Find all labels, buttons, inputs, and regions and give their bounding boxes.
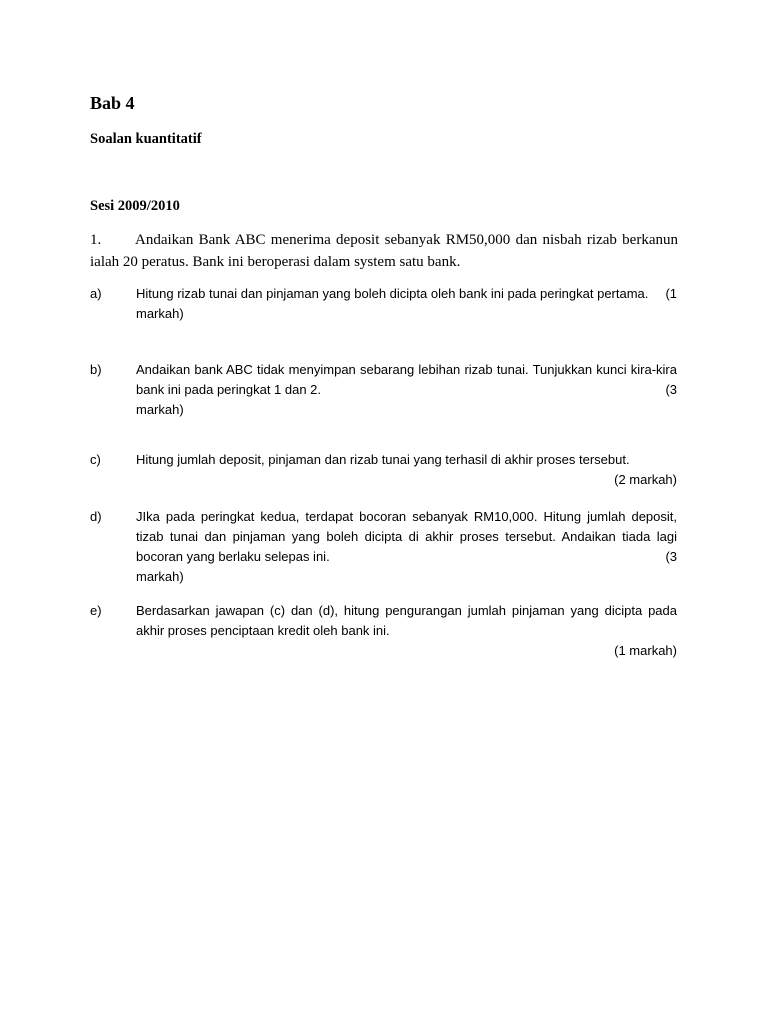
marks: (2 markah) [614,472,677,487]
part-letter: a) [90,286,102,301]
marks-open: (3 [665,382,677,397]
marks-close: markah) [136,569,184,584]
part-letter: d) [90,509,102,524]
question-intro [90,229,678,273]
session-heading: Sesi 2009/2010 [90,198,180,214]
part-body [136,284,677,324]
marks-close: markah) [136,402,184,417]
part-letter: b) [90,362,102,377]
question-text: Andaikan Bank ABC menerima deposit sebanyak RM50,000 dan nisbah rizab berkanun ialah 20 peratus. Bank ini beroperasi dalam system satu bank. [90,232,678,270]
part-text: Hitung jumlah deposit, pinjaman dan rizab tunai yang terhasil di akhir proses tersebut. [136,452,630,467]
part-body [136,360,677,420]
section-heading: Soalan kuantitatif [90,131,202,147]
marks-open: (1 [665,286,677,301]
marks-close: markah) [136,306,184,321]
marks: (1 markah) [614,643,677,658]
part-letter: e) [90,603,102,618]
part-letter: c) [90,452,101,467]
part-text: Berdasarkan jawapan (c) dan (d), hitung pengurangan jumlah pinjaman yang dicipta pada akhir proses penciptaan kredit oleh bank ini. [136,603,677,638]
part-text: JIka pada peringkat kedua, terdapat bocoran sebanyak RM10,000. Hitung jumlah deposit, tizab tunai dan pinjaman yang boleh dicipta di akhir proses tersebut. Andaikan tiada lagi bocoran yang berlaku selepas ini. [136,509,677,564]
question-number: 1. [90,232,102,248]
part-text: Andaikan bank ABC tidak menyimpan sebarang lebihan rizab tunai. Tunjukkan kunci kira-kira bank ini pada peringkat 1 dan 2. [136,362,677,397]
part-body [136,507,677,587]
part-body [136,450,677,490]
part-text: Hitung rizab tunai dan pinjaman yang boleh dicipta oleh bank ini pada peringkat pertama. [136,286,649,301]
chapter-title: Bab 4 [90,93,135,113]
part-body [136,601,677,661]
marks-open: (3 [665,549,677,564]
